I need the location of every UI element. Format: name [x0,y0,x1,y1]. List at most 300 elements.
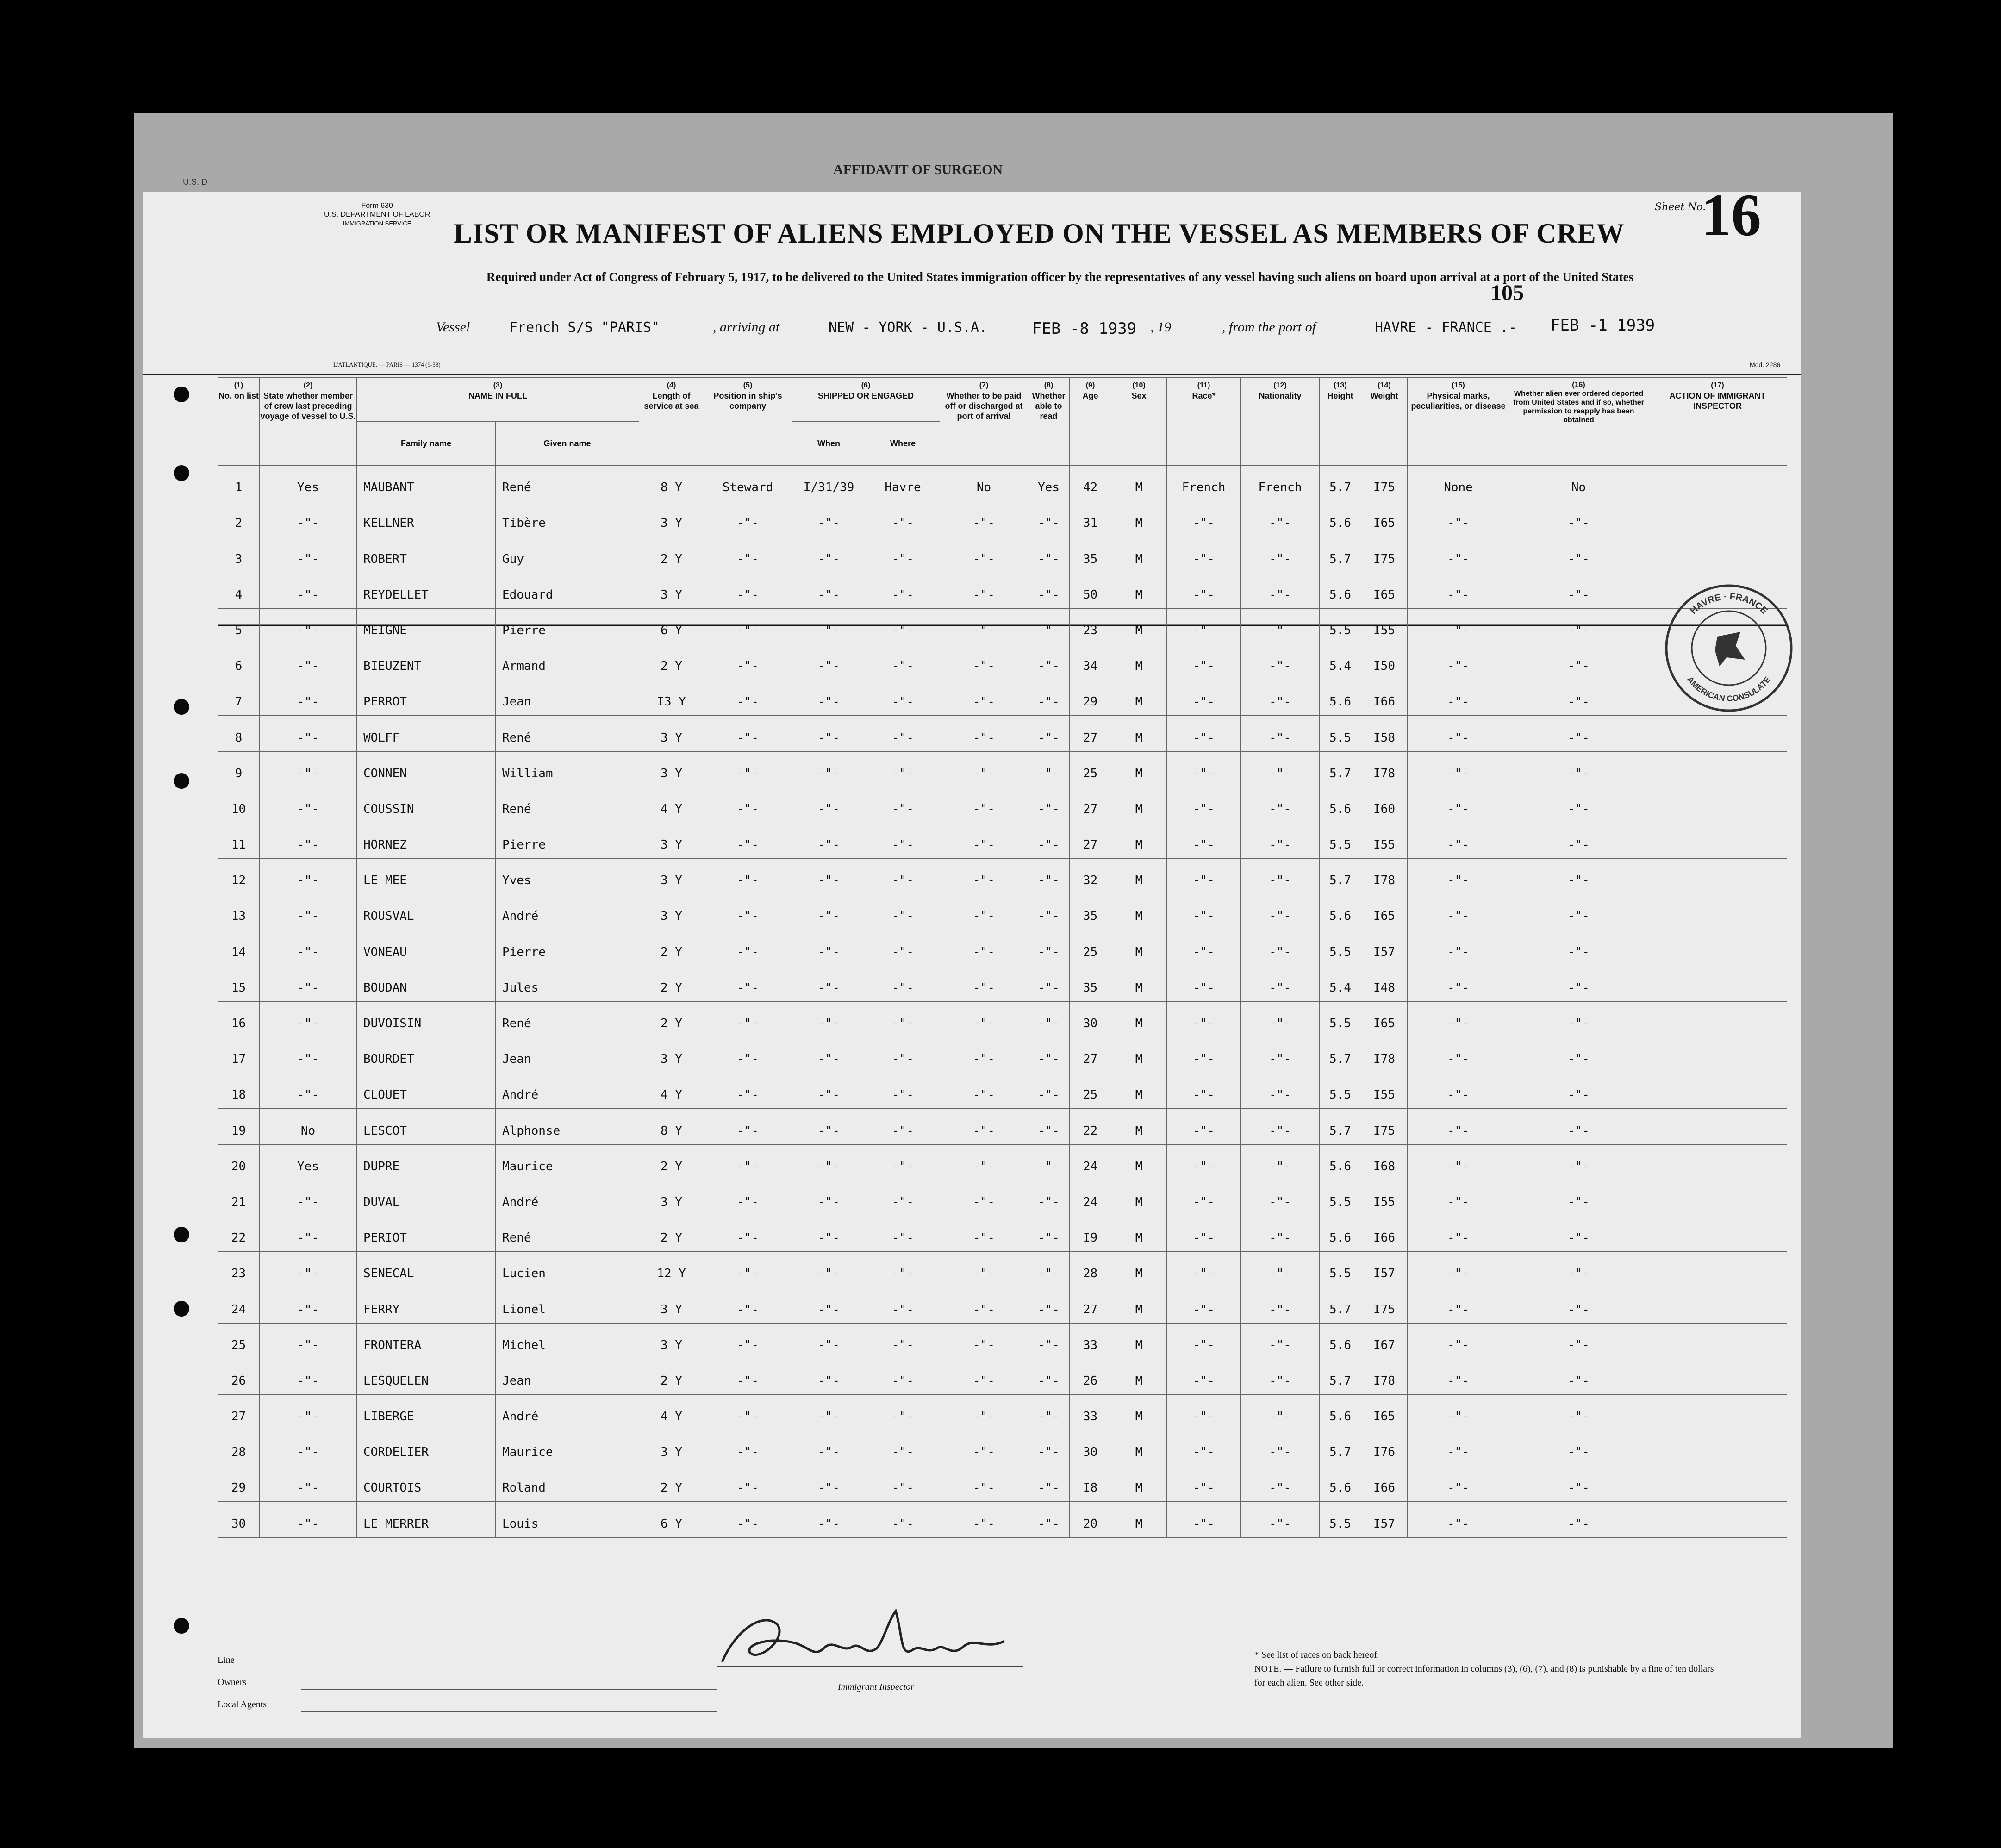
race-cell: -"- [1167,1466,1241,1502]
shipped-where-cell: -"- [866,716,940,751]
able-to-read-cell: -"- [1028,573,1070,608]
weight-cell: I67 [1361,1323,1408,1359]
age-cell: 27 [1070,823,1111,858]
prior-voyage-cell: -"- [260,608,357,644]
row-number-cell: 30 [218,1502,260,1537]
paid-off-cell: -"- [940,787,1028,823]
race-cell: -"- [1167,573,1241,608]
position-cell: -"- [704,608,792,644]
race-cell: -"- [1167,1430,1241,1466]
shipped-where-cell: -"- [866,1359,940,1394]
race-cell: -"- [1167,966,1241,1001]
physical-marks-cell: -"- [1408,1252,1509,1287]
able-to-read-cell: -"- [1028,1466,1070,1502]
able-to-read-cell: -"- [1028,894,1070,930]
table-row [218,1180,1787,1216]
table-row [218,1359,1787,1394]
row-number-cell: 29 [218,1466,260,1502]
height-cell: 5.5 [1320,1180,1361,1216]
shipped-when-cell: -"- [792,501,866,537]
physical-marks-cell: -"- [1408,751,1509,787]
nationality-cell: -"- [1241,1287,1320,1323]
shipped-where-cell: -"- [866,1287,940,1323]
family-name-cell: CORDELIER [357,1430,496,1466]
weight-cell: I66 [1361,680,1408,716]
sex-cell: M [1111,608,1167,644]
given-name-cell: Maurice [496,1144,639,1180]
shipped-when-cell: -"- [792,1430,866,1466]
nationality-cell: -"- [1241,1466,1320,1502]
shipped-where-cell: -"- [866,1001,940,1037]
inspector-action-cell [1648,1430,1787,1466]
age-cell: 24 [1070,1144,1111,1180]
position-cell: Steward [704,466,792,501]
col-2-header: (2) State whether member of crew last preceding voyage of vessel to U.S. [260,378,357,466]
weight-cell: I65 [1361,573,1408,608]
note-text: Failure to furnish full or correct information in columns (3), (6), (7), and (8) is punishable by a fine of ten dollars for each alien. See other side. [1254,1664,1714,1688]
service-length-cell: 3 Y [639,501,704,537]
physical-marks-cell: -"- [1408,573,1509,608]
height-cell: 5.5 [1320,1502,1361,1537]
family-name-cell: ROUSVAL [357,894,496,930]
punch-hole [174,1227,189,1242]
table-row [218,1502,1787,1537]
table-row [218,1252,1787,1287]
col-5-header: (5) Position in ship's company [704,378,792,466]
family-name-cell: DUVAL [357,1180,496,1216]
deported-cell: -"- [1509,823,1648,858]
height-cell: 5.6 [1320,787,1361,823]
family-name-cell: LE MERRER [357,1502,496,1537]
from-label: , from the port of [1222,319,1316,335]
position-cell: -"- [704,1001,792,1037]
height-cell: 5.5 [1320,1001,1361,1037]
position-cell: -"- [704,1359,792,1394]
family-name-cell: LESQUELEN [357,1359,496,1394]
paid-off-cell: -"- [940,716,1028,751]
nationality-cell: -"- [1241,1144,1320,1180]
table-row [218,930,1787,966]
nationality-cell: -"- [1241,751,1320,787]
punch-hole [174,1618,189,1634]
paid-off-cell: -"- [940,823,1028,858]
given-name-cell: Jean [496,1359,639,1394]
paid-off-cell: -"- [940,1430,1028,1466]
inspector-action-cell [1648,1001,1787,1037]
race-cell: -"- [1167,1359,1241,1394]
deported-cell: -"- [1509,1109,1648,1144]
row-number-cell: 9 [218,751,260,787]
inspector-action-cell [1648,1144,1787,1180]
weight-cell: I65 [1361,1001,1408,1037]
age-cell: 28 [1070,1252,1111,1287]
paid-off-cell: -"- [940,1394,1028,1430]
nationality-cell: -"- [1241,1001,1320,1037]
race-cell: -"- [1167,1180,1241,1216]
nationality-cell: -"- [1241,1252,1320,1287]
position-cell: -"- [704,1037,792,1073]
physical-marks-cell: -"- [1408,501,1509,537]
line-label: Line [218,1655,235,1665]
row-number-cell: 5 [218,608,260,644]
paid-off-cell: -"- [940,751,1028,787]
prior-voyage-cell: -"- [260,1323,357,1359]
footnote [1254,1648,1717,1690]
sex-cell: M [1111,859,1167,894]
able-to-read-cell: -"- [1028,1359,1070,1394]
col-17-header: (17) ACTION OF IMMIGRANT INSPECTOR [1648,378,1787,466]
able-to-read-cell: -"- [1028,859,1070,894]
nationality-cell: -"- [1241,1109,1320,1144]
family-name-cell: CLOUET [357,1073,496,1109]
age-cell: 33 [1070,1323,1111,1359]
prior-voyage-cell: -"- [260,501,357,537]
race-cell: -"- [1167,1037,1241,1073]
form-header [324,201,430,228]
height-cell: 5.5 [1320,716,1361,751]
paid-off-cell: -"- [940,1180,1028,1216]
service-length-cell: 3 Y [639,823,704,858]
local-agents-label: Local Agents [218,1699,267,1710]
family-name-cell: DUPRE [357,1144,496,1180]
age-cell: I9 [1070,1216,1111,1251]
family-name-cell: FRONTERA [357,1323,496,1359]
punch-hole [174,465,189,481]
sex-cell: M [1111,1216,1167,1251]
weight-cell: I66 [1361,1466,1408,1502]
prior-voyage-cell: -"- [260,823,357,858]
position-cell: -"- [704,573,792,608]
paid-off-cell: -"- [940,1287,1028,1323]
race-cell: -"- [1167,1144,1241,1180]
physical-marks-cell: -"- [1408,1466,1509,1502]
row-number-cell: 14 [218,930,260,966]
paid-off-cell: -"- [940,644,1028,680]
table-row [218,1073,1787,1109]
table-row [218,573,1787,608]
deported-cell: -"- [1509,894,1648,930]
page-title: LIST OR MANIFEST OF ALIENS EMPLOYED ON THE VESSEL AS MEMBERS OF CREW [454,218,1625,249]
family-name-cell: BOURDET [357,1037,496,1073]
row-number-cell: 23 [218,1252,260,1287]
service-length-cell: 3 Y [639,1180,704,1216]
prior-voyage-cell: -"- [260,894,357,930]
shipped-when-cell: -"- [792,894,866,930]
family-name-cell: BOUDAN [357,966,496,1001]
sex-cell: M [1111,537,1167,573]
height-cell: 5.5 [1320,930,1361,966]
shipped-when-cell: -"- [792,1144,866,1180]
position-cell: -"- [704,859,792,894]
weight-cell: I75 [1361,1287,1408,1323]
row-number-cell: 18 [218,1073,260,1109]
row-number-cell: 15 [218,966,260,1001]
deported-cell: No [1509,466,1648,501]
age-cell: 27 [1070,1287,1111,1323]
sex-cell: M [1111,1001,1167,1037]
family-name-cell: ROBERT [357,537,496,573]
shipped-when-cell: -"- [792,1073,866,1109]
service-length-cell: 3 Y [639,1037,704,1073]
sex-cell: M [1111,1109,1167,1144]
shipped-when-cell: I/31/39 [792,466,866,501]
able-to-read-cell: -"- [1028,608,1070,644]
paid-off-cell: -"- [940,1216,1028,1251]
weight-cell: I68 [1361,1144,1408,1180]
owners-label: Owners [218,1677,247,1687]
prior-voyage-cell: Yes [260,1144,357,1180]
inspector-action-cell [1648,787,1787,823]
race-cell: -"- [1167,1001,1241,1037]
able-to-read-cell: -"- [1028,1430,1070,1466]
shipped-when-cell: -"- [792,787,866,823]
shipped-where-cell: -"- [866,859,940,894]
inspector-action-cell [1648,1323,1787,1359]
race-cell: -"- [1167,1323,1241,1359]
given-name-cell: Armand [496,644,639,680]
col-8-header: (8) Whether able to read [1028,378,1070,466]
nationality-cell: -"- [1241,1502,1320,1537]
punch-hole [174,1301,189,1317]
col-10-header: (10) Sex [1111,378,1167,466]
position-cell: -"- [704,1073,792,1109]
paid-off-cell: -"- [940,1001,1028,1037]
race-cell: -"- [1167,894,1241,930]
physical-marks-cell: -"- [1408,608,1509,644]
shipped-when-cell: -"- [792,751,866,787]
shipped-when-cell: -"- [792,930,866,966]
arrival-port: NEW - YORK - U.S.A. [829,319,988,336]
deported-cell: -"- [1509,716,1648,751]
age-cell: 35 [1070,537,1111,573]
age-cell: 27 [1070,716,1111,751]
age-cell: 25 [1070,930,1111,966]
age-cell: 24 [1070,1180,1111,1216]
shipped-when-cell: -"- [792,573,866,608]
height-cell: 5.6 [1320,573,1361,608]
physical-marks-cell: -"- [1408,966,1509,1001]
deported-cell: -"- [1509,1144,1648,1180]
table-row [218,966,1787,1001]
row-number-cell: 24 [218,1287,260,1323]
deported-cell: -"- [1509,1180,1648,1216]
given-name-cell: Lucien [496,1252,639,1287]
age-cell: 27 [1070,1037,1111,1073]
age-cell: 30 [1070,1001,1111,1037]
inspector-action-cell [1648,537,1787,573]
age-cell: 20 [1070,1502,1111,1537]
col-9-header: (9) Age [1070,378,1111,466]
service-length-cell: 2 Y [639,537,704,573]
position-cell: -"- [704,930,792,966]
deported-cell: -"- [1509,1466,1648,1502]
height-cell: 5.5 [1320,1252,1361,1287]
service-length-cell: 8 Y [639,1109,704,1144]
shipped-where-cell: -"- [866,930,940,966]
row-number-cell: 25 [218,1323,260,1359]
shipped-when-cell: -"- [792,537,866,573]
inspector-action-cell [1648,466,1787,501]
nationality-cell: French [1241,466,1320,501]
shipped-when-cell: -"- [792,1287,866,1323]
weight-cell: I75 [1361,537,1408,573]
nationality-cell: -"- [1241,787,1320,823]
service-length-cell: 3 Y [639,1430,704,1466]
row-number-cell: 26 [218,1359,260,1394]
prior-voyage-cell: -"- [260,751,357,787]
inspector-action-cell [1648,930,1787,966]
service-length-cell: 2 Y [639,644,704,680]
sex-cell: M [1111,1037,1167,1073]
deported-cell: -"- [1509,501,1648,537]
given-name-cell: Tibère [496,501,639,537]
race-cell: -"- [1167,644,1241,680]
stamp-number: 105 [1490,281,1524,305]
height-cell: 5.7 [1320,1037,1361,1073]
family-name-cell: REYDELLET [357,573,496,608]
able-to-read-cell: -"- [1028,1287,1070,1323]
nationality-cell: -"- [1241,1216,1320,1251]
col-12-header: (12) Nationality [1241,378,1320,466]
paid-off-cell: -"- [940,1359,1028,1394]
age-cell: 26 [1070,1359,1111,1394]
physical-marks-cell: -"- [1408,823,1509,858]
able-to-read-cell: -"- [1028,1252,1070,1287]
family-name-header: Family name [357,422,496,466]
physical-marks-cell: -"- [1408,1180,1509,1216]
table-row [218,1430,1787,1466]
able-to-read-cell: -"- [1028,751,1070,787]
row-number-cell: 28 [218,1430,260,1466]
able-to-read-cell: -"- [1028,1180,1070,1216]
sex-cell: M [1111,1323,1167,1359]
year-label: , 19 [1150,319,1171,335]
table-row [218,1466,1787,1502]
race-cell: -"- [1167,1287,1241,1323]
prior-voyage-cell: -"- [260,537,357,573]
shipped-when-cell: -"- [792,1394,866,1430]
position-cell: -"- [704,1323,792,1359]
inspector-label: Immigrant Inspector [838,1682,914,1692]
family-name-cell: COURTOIS [357,1466,496,1502]
age-cell: 33 [1070,1394,1111,1430]
shipped-when-cell: -"- [792,1109,866,1144]
physical-marks-cell: -"- [1408,1287,1509,1323]
inspector-action-cell [1648,894,1787,930]
paid-off-cell: -"- [940,608,1028,644]
race-cell: -"- [1167,859,1241,894]
deported-cell: -"- [1509,966,1648,1001]
table-row [218,751,1787,787]
row-number-cell: 22 [218,1216,260,1251]
prior-voyage-cell: -"- [260,1502,357,1537]
shipped-where-cell: -"- [866,1430,940,1466]
family-name-cell: PERIOT [357,1216,496,1251]
able-to-read-cell: -"- [1028,1109,1070,1144]
service-length-cell: 3 Y [639,573,704,608]
sex-cell: M [1111,1430,1167,1466]
family-name-cell: WOLFF [357,716,496,751]
inspector-action-cell [1648,1359,1787,1394]
arrival-date: FEB -8 1939 [1032,319,1137,338]
age-cell: 35 [1070,894,1111,930]
physical-marks-cell: -"- [1408,1394,1509,1430]
physical-marks-cell: -"- [1408,1144,1509,1180]
prior-voyage-cell: -"- [260,1466,357,1502]
race-cell: -"- [1167,1394,1241,1430]
service-length-cell: 2 Y [639,1216,704,1251]
weight-cell: I78 [1361,1037,1408,1073]
given-name-cell: Lionel [496,1287,639,1323]
weight-cell: I55 [1361,1073,1408,1109]
inspector-action-cell [1648,751,1787,787]
weight-cell: I60 [1361,787,1408,823]
paid-off-cell: -"- [940,1502,1028,1537]
deported-cell: -"- [1509,1359,1648,1394]
service-length-cell: 3 Y [639,894,704,930]
table-row [218,537,1787,573]
table-row [218,680,1787,716]
shipped-when-cell: -"- [792,823,866,858]
shipped-where-cell: -"- [866,894,940,930]
sheet-label: Sheet No. [1655,201,1706,213]
service-length-cell: 12 Y [639,1252,704,1287]
weight-cell: I55 [1361,608,1408,644]
given-name-cell: André [496,894,639,930]
inspector-action-cell [1648,1502,1787,1537]
given-name-cell: Jean [496,680,639,716]
position-cell: -"- [704,751,792,787]
position-cell: -"- [704,1502,792,1537]
paid-off-cell: No [940,466,1028,501]
sex-cell: M [1111,930,1167,966]
deported-cell: -"- [1509,680,1648,716]
nationality-cell: -"- [1241,823,1320,858]
sex-cell: M [1111,1287,1167,1323]
race-cell: -"- [1167,680,1241,716]
shipped-where-cell: -"- [866,680,940,716]
given-name-cell: André [496,1180,639,1216]
service-length-cell: 2 Y [639,1359,704,1394]
vessel-name: French S/S "PARIS" [509,319,660,336]
table-row [218,823,1787,858]
nationality-cell: -"- [1241,501,1320,537]
row-number-cell: 10 [218,787,260,823]
given-name-cell: René [496,1001,639,1037]
weight-cell: I65 [1361,501,1408,537]
given-name-cell: Maurice [496,1430,639,1466]
deported-cell: -"- [1509,1073,1648,1109]
age-cell: 34 [1070,644,1111,680]
height-cell: 5.6 [1320,1144,1361,1180]
sex-cell: M [1111,1144,1167,1180]
service-length-cell: 2 Y [639,966,704,1001]
deported-cell: -"- [1509,1216,1648,1251]
crew-rows [218,466,1787,1538]
position-cell: -"- [704,1466,792,1502]
prior-voyage-cell: -"- [260,1001,357,1037]
crew-table [218,377,1787,1538]
sex-cell: M [1111,823,1167,858]
shipped-when-cell: -"- [792,644,866,680]
family-name-cell: MAUBANT [357,466,496,501]
age-cell: 31 [1070,501,1111,537]
table-row [218,787,1787,823]
shipped-where-cell: -"- [866,1502,940,1537]
position-cell: -"- [704,1180,792,1216]
departure-port: HAVRE - FRANCE .- [1375,319,1517,336]
position-cell: -"- [704,787,792,823]
